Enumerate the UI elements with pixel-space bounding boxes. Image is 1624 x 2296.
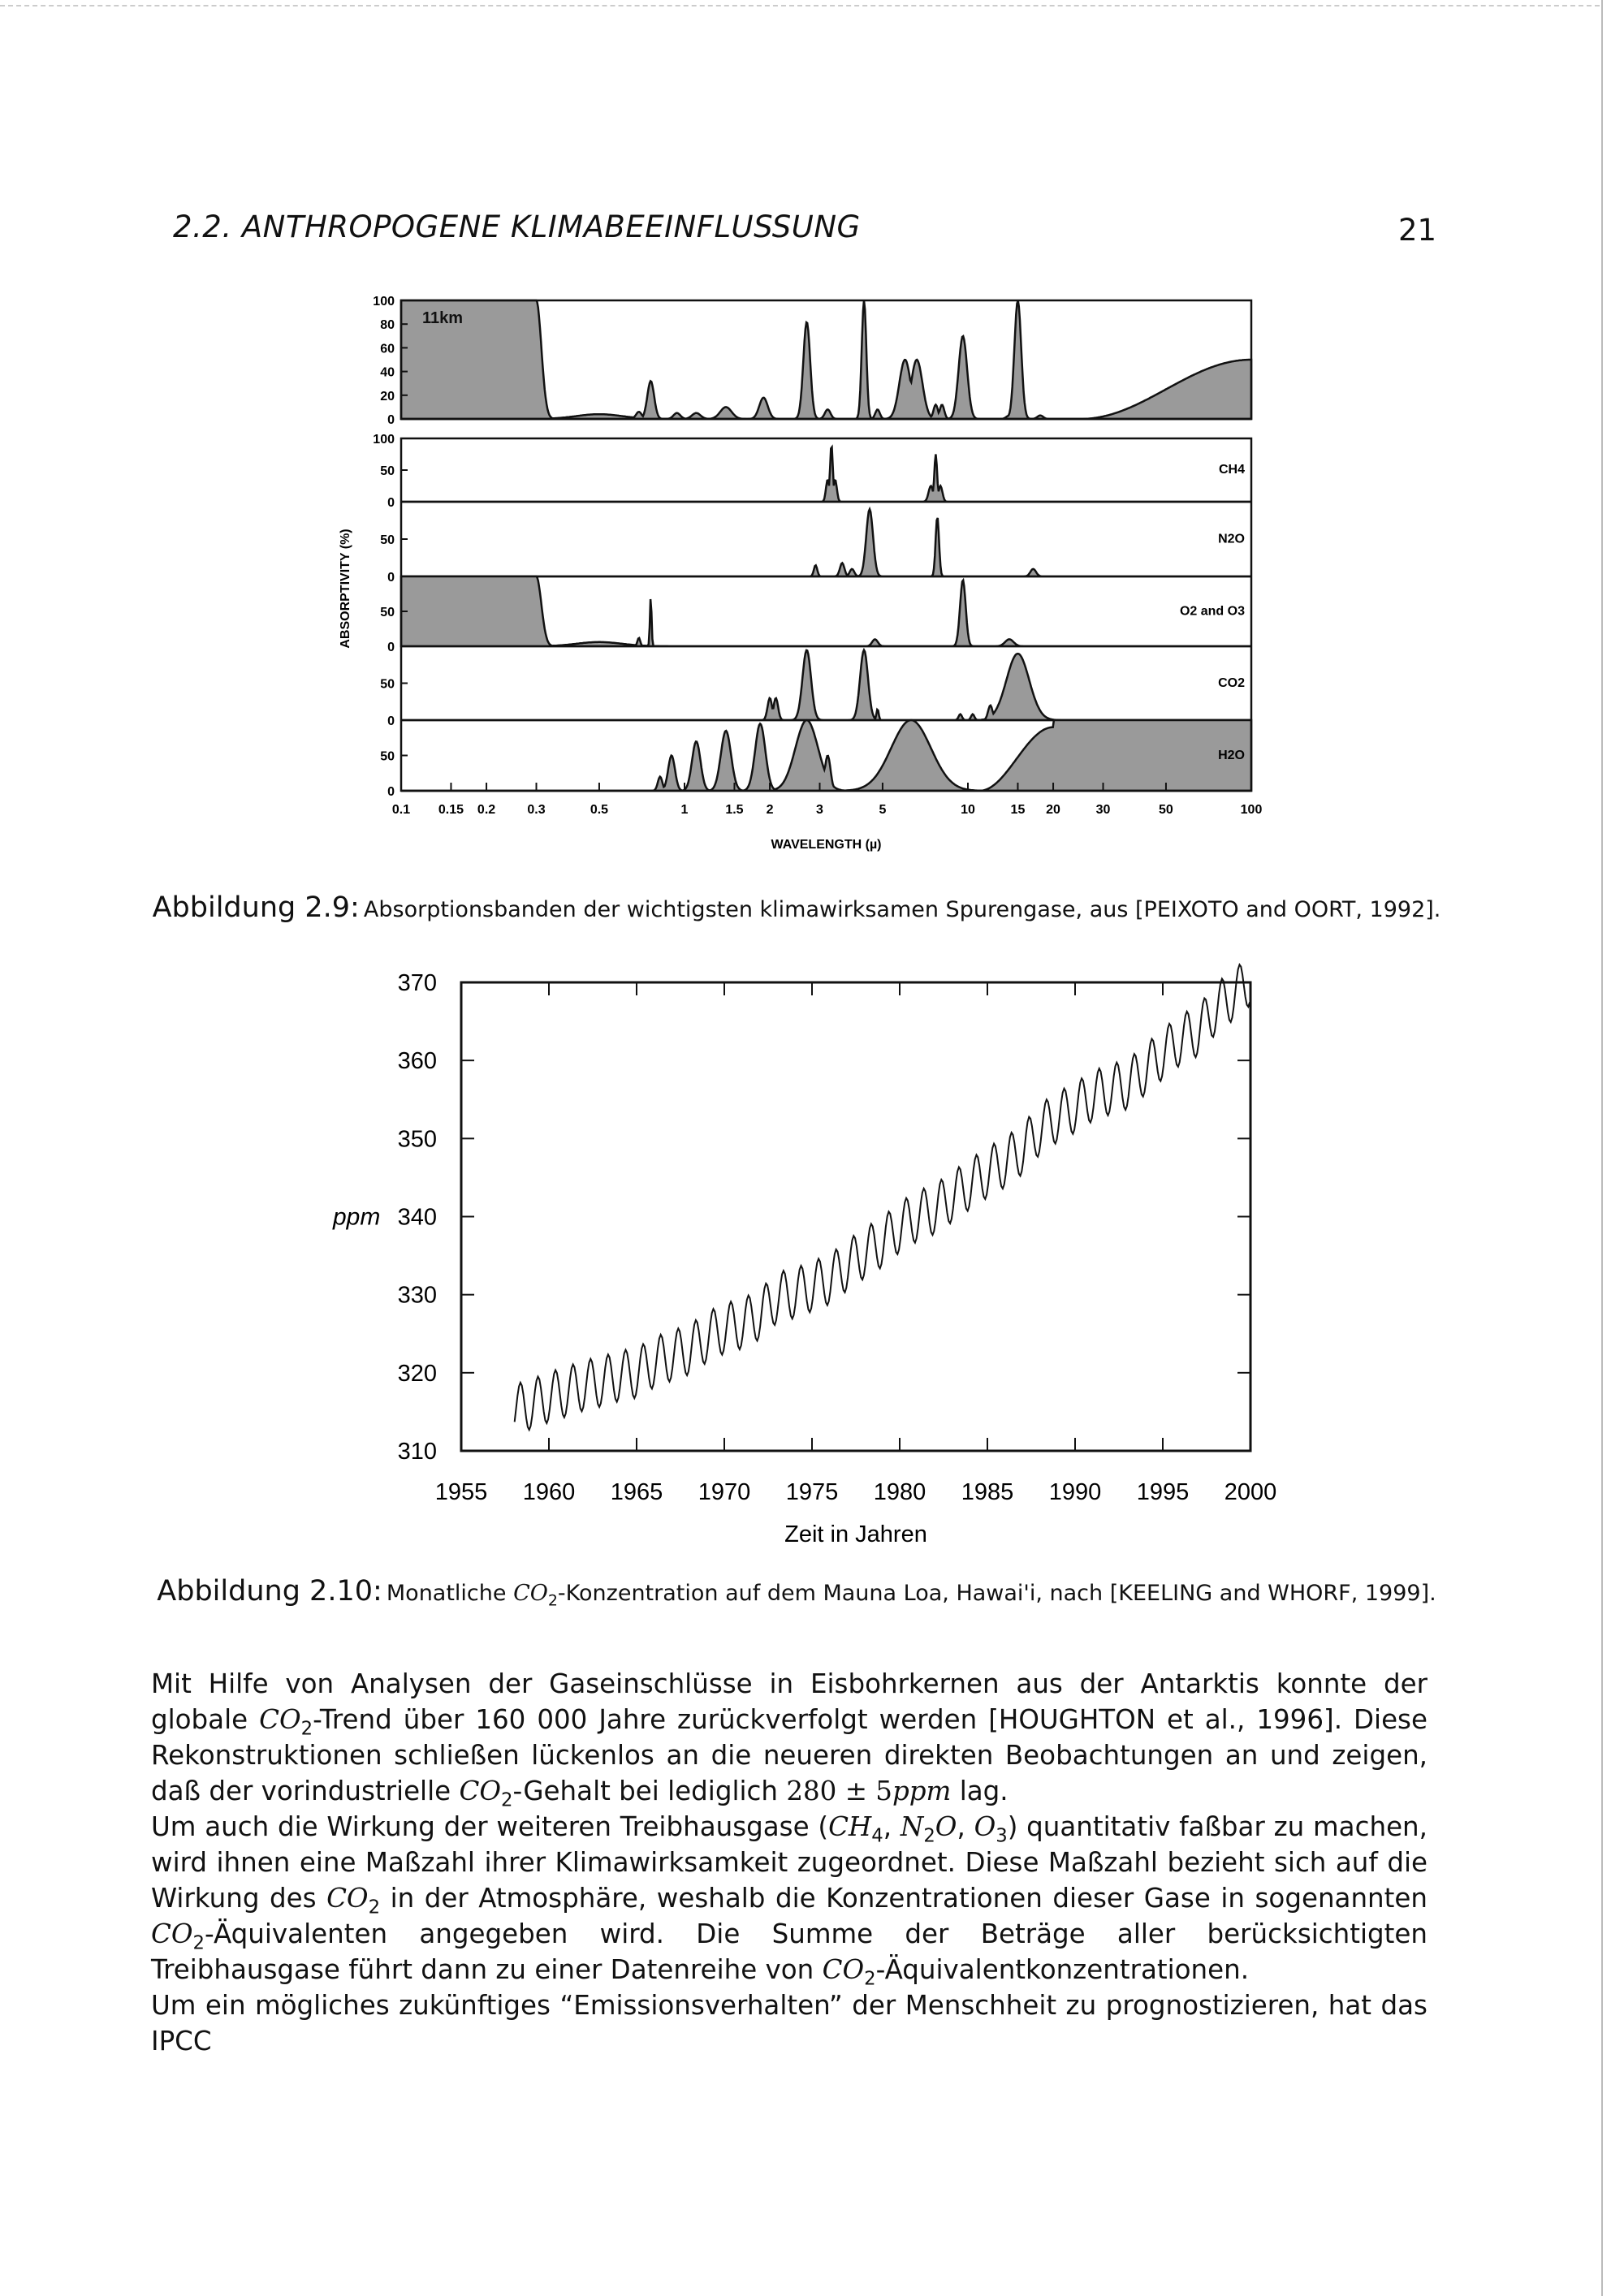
absorption-band-co2 <box>401 650 1251 720</box>
subscript: 4 <box>871 1825 883 1847</box>
x-tick-label: 1970 <box>698 1479 751 1505</box>
y-axis-label: ppm <box>333 1203 381 1231</box>
text-run: Mit Hilfe von Analysen der Gaseinschlüsse in Eisbohrkernen aus der Antarktis konnte der globale <box>151 1668 1427 1735</box>
x-tick-label: 1975 <box>785 1479 839 1505</box>
x-tick-label: 1 <box>680 803 689 817</box>
math-number: 280 ± 5 <box>786 1776 892 1806</box>
figure-2-10-caption <box>151 1575 1442 1608</box>
x-tick-label: 0.5 <box>590 803 609 817</box>
x-tick-label: 1960 <box>522 1479 576 1505</box>
text-run: , <box>957 1811 974 1842</box>
subscript: 2 <box>368 1897 381 1918</box>
panel-ch4 <box>373 433 1251 510</box>
absorption-band-total <box>401 300 1251 419</box>
x-tick-label: 2000 <box>1224 1479 1277 1505</box>
x-tick-label: 3 <box>816 803 823 817</box>
panel-h2o <box>380 720 1251 799</box>
panel-total <box>373 295 1251 427</box>
y-tick-label: 50 <box>380 749 395 764</box>
x-tick-label: 0.15 <box>438 803 464 817</box>
x-tick-label: 2 <box>766 803 774 817</box>
scan-edge-top <box>0 5 1600 7</box>
y-axis-label: ABSORPTIVITY (%) <box>339 529 352 649</box>
absorption-band-o2-o3 <box>401 576 1251 646</box>
math-formula: CO <box>459 1776 501 1806</box>
text-run: Um auch die Wirkung der weiteren Treibhausgase ( <box>151 1811 829 1842</box>
figure-2-9-caption <box>151 891 1442 924</box>
absorption-band-ch4 <box>401 447 1251 502</box>
panel-o2-o3 <box>380 576 1251 654</box>
subscript: 2 <box>192 1932 205 1954</box>
y-tick-label: 310 <box>397 1439 437 1465</box>
math-formula: CO <box>151 1918 193 1949</box>
paragraph <box>151 1666 1427 1809</box>
math-formula: O <box>935 1811 957 1842</box>
math-formula: O <box>974 1811 996 1842</box>
y-tick-label: 50 <box>380 677 395 692</box>
x-tick-label: 10 <box>961 803 975 817</box>
gas-label-h2o: H2O <box>1218 748 1245 762</box>
y-tick-label: 50 <box>380 464 395 478</box>
x-tick-label: 30 <box>1095 803 1111 817</box>
math-formula: ppm <box>892 1776 952 1806</box>
y-tick-label: 320 <box>397 1360 437 1387</box>
x-tick-label: 0.2 <box>477 803 496 817</box>
x-tick-label: 15 <box>1010 803 1026 817</box>
subscript: 2 <box>864 1968 876 1990</box>
subscript: 3 <box>996 1825 1008 1847</box>
subscript: 2 <box>500 1789 513 1811</box>
x-tick-label: 1980 <box>873 1479 926 1505</box>
math-formula: N <box>900 1811 924 1842</box>
y-tick-label: 0 <box>387 413 395 427</box>
text-run: -Äquivalentkonzentrationen. <box>875 1954 1250 1985</box>
running-head: 2.2. ANTHROPOGENE KLIMABEEINFLUSSUNG <box>173 209 861 244</box>
x-tick-label: 50 <box>1159 803 1173 817</box>
x-axis-label: WAVELENGTH (µ) <box>771 838 882 852</box>
plot-frame <box>461 982 1250 1451</box>
page-number: 21 <box>1398 213 1437 248</box>
gas-label-o2-o3: O2 and O3 <box>1179 604 1245 619</box>
co2-monthly-line <box>515 965 1250 1430</box>
text-run: Um ein mögliches zukünftiges “Emissionsverhalten” der Menschheit zu prognostizieren, hat das IPCC <box>151 1990 1427 2056</box>
y-tick-label: 0 <box>387 785 395 799</box>
subscript: 2 <box>923 1825 935 1847</box>
panel-co2 <box>380 650 1251 728</box>
y-tick-label: 0 <box>387 714 395 728</box>
absorption-band-n2o <box>401 509 1251 576</box>
absorption-band-h2o <box>401 720 1251 791</box>
math-formula: CO <box>259 1704 301 1735</box>
y-tick-label: 20 <box>380 389 395 404</box>
paragraph <box>151 1809 1427 1990</box>
math-formula: CH <box>828 1811 872 1842</box>
text-run: ) quantitativ faßbar zu machen, wird ihnen eine Maßzahl ihrer Klimawirksamkeit zugeordnet. Diese Maßzahl bezieht sich auf die Wirkung des <box>151 1811 1427 1914</box>
y-tick-label: 50 <box>380 533 395 547</box>
x-tick-label: 0.1 <box>391 803 411 817</box>
y-tick-label: 100 <box>373 433 395 447</box>
x-tick-label: 0.3 <box>527 803 546 817</box>
x-tick-label: 20 <box>1046 803 1060 817</box>
x-tick-label: 1990 <box>1048 1479 1102 1505</box>
math-formula: CO <box>822 1954 865 1985</box>
x-tick-label: 1965 <box>610 1479 663 1505</box>
y-tick-label: 350 <box>397 1126 437 1153</box>
caption-sub: 2 <box>547 1591 558 1610</box>
y-tick-label: 100 <box>373 295 395 309</box>
text-run: in der Atmosphäre, weshalb die Konzentrationen dieser Gase in sogenannten <box>380 1883 1427 1914</box>
text-run: -Gehalt bei lediglich <box>512 1776 787 1806</box>
panel-n2o <box>380 509 1251 585</box>
text-run: lag. <box>951 1776 1009 1806</box>
body-text <box>151 1666 1427 2059</box>
caption-text: Absorptionsbanden der wichtigsten klimawirksamen Spurengase, aus [PEIXOTO and OORT, 1992]. <box>363 897 1441 922</box>
paragraph <box>151 1987 1427 2059</box>
caption-lead: Abbildung 2.9: <box>152 891 360 924</box>
text-run: , <box>883 1811 901 1842</box>
x-tick-label: 100 <box>1240 803 1263 817</box>
y-tick-label: 0 <box>387 571 395 585</box>
y-tick-label: 330 <box>397 1282 437 1309</box>
altitude-label: 11km <box>422 309 464 327</box>
text-run: -Äquivalenten angegeben wird. Die Summe der Beträge aller berücksichtigten Treibhausgase führt dann zu einer Datenreihe von <box>151 1918 1427 1985</box>
caption-lead: Abbildung 2.10: <box>157 1575 382 1608</box>
math-formula: CO <box>326 1883 369 1914</box>
absorption-bands-figure <box>309 276 1299 869</box>
gas-label-co2: CO2 <box>1218 676 1245 691</box>
y-tick-label: 340 <box>397 1204 437 1231</box>
scan-edge-right <box>1601 0 1603 2296</box>
gas-label-n2o: N2O <box>1218 532 1245 546</box>
caption-pre: Monatliche <box>386 1581 514 1606</box>
subscript: 2 <box>300 1718 313 1740</box>
y-tick-label: 60 <box>380 342 395 356</box>
y-tick-label: 0 <box>387 496 395 510</box>
x-axis-label: Zeit in Jahren <box>784 1521 927 1547</box>
x-tick-label: 5 <box>879 803 887 817</box>
y-tick-label: 360 <box>397 1048 437 1075</box>
y-tick-label: 80 <box>380 318 395 333</box>
caption-post: -Konzentration auf dem Mauna Loa, Hawai'i, nach [KEELING and WHORF, 1999]. <box>557 1581 1436 1606</box>
caption-text <box>386 1581 1436 1610</box>
y-tick-label: 370 <box>397 970 437 996</box>
x-tick-label: 1.5 <box>725 803 744 817</box>
x-tick-label: 1985 <box>961 1479 1014 1505</box>
co2-concentration-chart <box>309 958 1315 1559</box>
y-tick-label: 40 <box>380 365 395 380</box>
x-tick-label: 1995 <box>1136 1479 1190 1505</box>
caption-math: CO <box>513 1581 548 1606</box>
gas-label-ch4: CH4 <box>1218 462 1245 477</box>
text-run: -Trend über 160 000 Jahre zurückverfolgt werden [HOUGHTON et al., 1996]. Diese Rekonstruktionen schließen lückenlos an die neueren direkten Beobachtungen an und zeigen, daß der vorindustrielle <box>151 1704 1427 1806</box>
x-tick-label: 1955 <box>434 1479 488 1505</box>
y-tick-label: 0 <box>387 641 395 654</box>
y-tick-label: 50 <box>380 606 395 619</box>
